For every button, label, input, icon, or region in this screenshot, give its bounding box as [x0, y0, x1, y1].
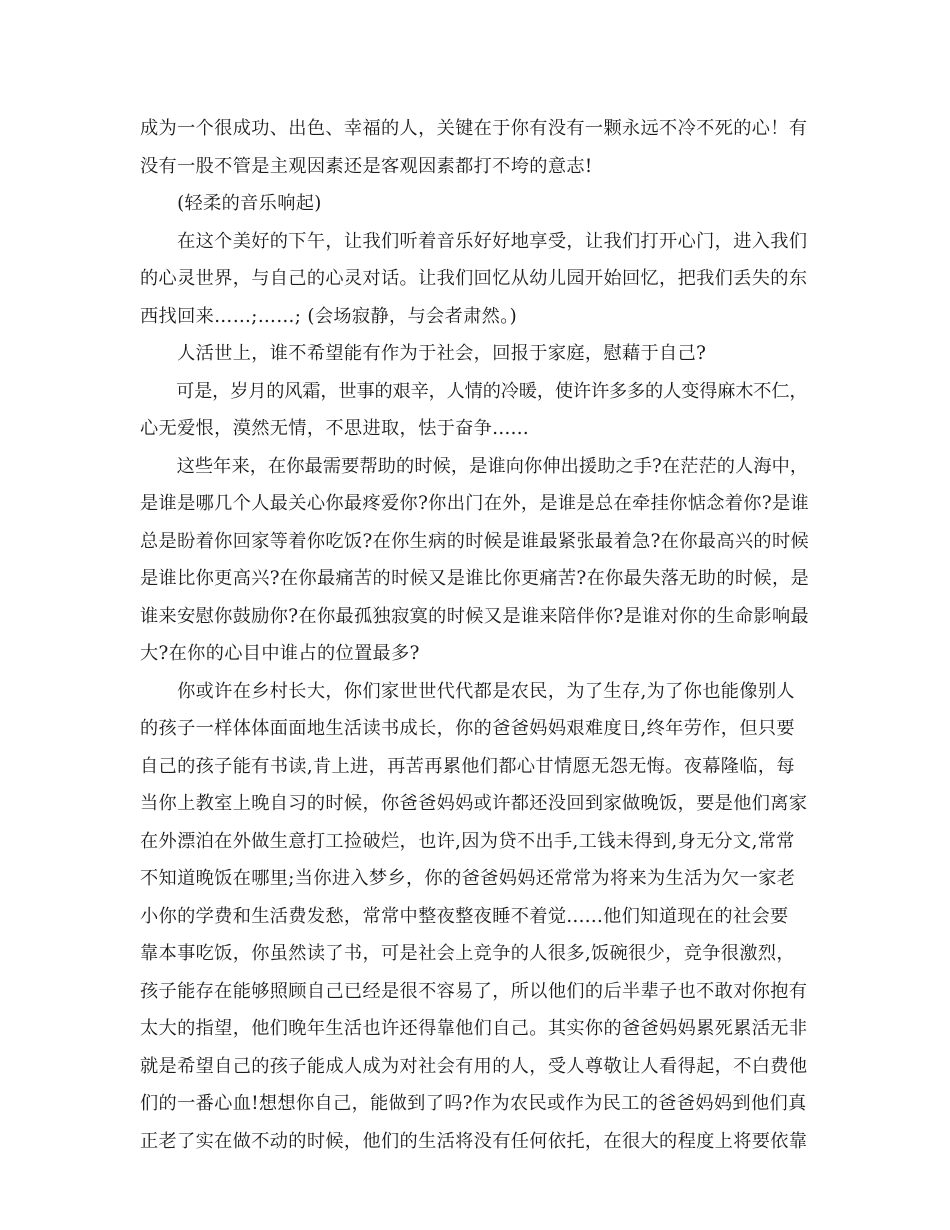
text-line: 心无爱恨，漠然无情，不思进取，怯于奋争......: [140, 418, 530, 439]
text-line: 可是，岁月的风霜，世事的艰辛，人情的冷暖，使许许多多的人变得麻木不仁，: [140, 380, 808, 402]
text-line: 这些年来，在你最需要帮助的时候，是谁向你伸出援助之手?在茫茫的人海中，: [140, 455, 809, 477]
text-line: 太大的指望，他们晚年生活也许还得靠他们自己。其实你的爸爸妈妈累死累活无非: [140, 1018, 808, 1039]
text-line: 成为一个很成功、出色、幸福的人，关键在于你有没有一颗永远不冷不死的心！有: [140, 118, 808, 139]
text-line: 自己的孩子能有书读,肯上进，再苦再累他们都心甘情愿无怨无悔。夜幕隆临，每: [140, 755, 795, 777]
text-line: 是谁是哪几个人最关心你最疼爱你?你出门在外，是谁是总在牵挂你惦念着你?是谁: [140, 493, 810, 514]
text-line: 大?在你的心目中谁占的位置最多?: [140, 643, 420, 664]
text-line: 西找回来……;……; (会场寂静，与会者肃然。): [140, 305, 518, 327]
text-line: 们的一番心血!想想你自己，能做到了吗?作为农民或作为民工的爸爸妈妈到他们真: [140, 1093, 807, 1114]
text-line: 没有一股不管是主观因素还是客观因素都打不垮的意志!: [140, 155, 593, 177]
text-line: 你或许在乡村长大，你们家世世代代都是农民，为了生存,为了你也能像别人: [140, 680, 795, 702]
text-line: 在外漂泊在外做生意打工捡破烂，也许,因为贷不出手,工钱未得到,身无分文,常常: [140, 830, 795, 852]
text-line: 正老了实在做不动的时候，他们的生活将没有任何依托，在很大的程度上将要依靠: [140, 1130, 808, 1152]
text-line: 总是盼着你回家等着你吃饭?在你生病的时候是谁最紧张最着急?在你最高兴的时候: [140, 530, 810, 552]
text-line: 是谁比你更高兴?在你最痛苦的时候又是谁比你更痛苦?在你最失落无助的时候，是: [140, 568, 810, 589]
text-line: 孩子能存在能够照顾自己已经是很不容易了，所以他们的后半辈子也不敢对你抱有: [140, 980, 808, 1002]
body-text: [140, 110, 816, 1160]
text-line: 在这个美好的下午，让我们听着音乐好好地享受，让我们打开心门，进入我们: [140, 230, 808, 252]
text-line: 的心灵世界，与自己的心灵对话。让我们回忆从幼儿园开始回忆，把我们丢失的东: [140, 268, 808, 289]
text-line: 当你上教室上晚自习的时候，你爸爸妈妈或许都还没回到家做晚饭，要是他们离家: [140, 793, 808, 814]
text-line: 就是希望自己的孩子能成人成为对社会有用的人，受人尊敬让人看得起，不白费他: [140, 1055, 808, 1077]
text-line: 小你的学费和生活费发愁，常常中整夜整夜睡不着觉......他们知道现在的社会要: [140, 905, 789, 927]
text-line: 的孩子一样体体面面地生活读书成长，你的爸爸妈妈艰难度日,终年劳作，但只要: [140, 718, 795, 739]
text-line: 靠本事吃饭，你虽然读了书，可是社会上竞争的人很多,饭碗很少，竞争很激烈，: [140, 943, 795, 964]
text-line: 谁来安慰你鼓励你?在你最孤独寂寞的时候又是谁来陪伴你?是谁对你的生命影响最: [140, 605, 810, 627]
text-line: 人活世上，谁不希望能有作为于社会，回报于家庭，慰藉于自己?: [140, 343, 707, 364]
text-line: 不知道晚饭在哪里;当你进入梦乡，你的爸爸妈妈还常常为将来为生活为欠一家老: [140, 868, 796, 889]
text-line: (轻柔的音乐响起): [140, 193, 322, 214]
